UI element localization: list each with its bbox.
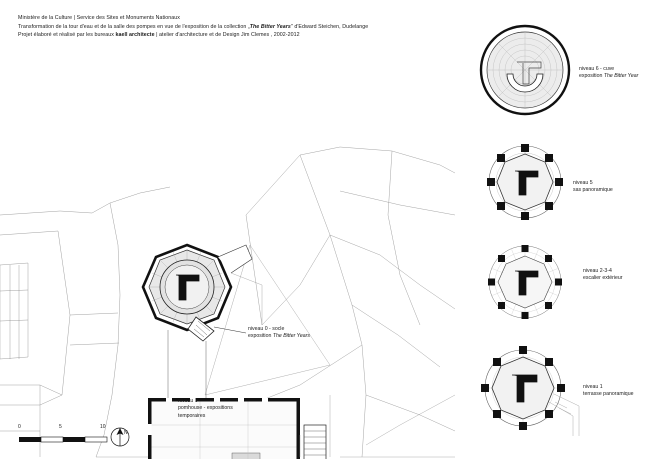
- key-plan-cuve-label: [579, 66, 638, 81]
- key-plan-sas-label: [573, 180, 613, 195]
- key-plan-escalier-graphic: [483, 240, 567, 324]
- key-plan-cuve: [477, 22, 639, 123]
- tower-label: [248, 326, 310, 341]
- key-plan-sas-graphic: [483, 140, 567, 224]
- north-arrow-label: N: [124, 430, 128, 436]
- key-plan-cuve-graphic: [477, 22, 573, 118]
- pump-house-plan: [148, 330, 326, 459]
- pumphouse-label: [178, 398, 233, 420]
- water-tower-plan: [143, 245, 262, 341]
- key-plans-column: [455, 0, 650, 459]
- key-plan-cuve-line-2-a: exposition: [579, 73, 604, 80]
- key-plan-sas: [483, 140, 613, 229]
- north-arrow-graphic: [108, 424, 134, 450]
- header-line-2: [18, 23, 448, 32]
- key-plan-escalier-line-2: escalier extérieur: [583, 275, 623, 282]
- key-plan-escalier: [483, 240, 623, 329]
- tower-label-line-1: niveau 0 - socle: [248, 326, 285, 332]
- header-line-3-c: | atelier d'architecture et de Design Jim Clemes , 2002-2012: [154, 32, 300, 39]
- scale-tick-2: 10: [100, 424, 106, 430]
- key-plan-terrasse-graphic: [475, 340, 585, 440]
- header-line-2-b: The Bitter Years: [249, 23, 291, 30]
- key-plan-terrasse-label: [583, 384, 633, 399]
- key-plan-terrasse: [475, 340, 634, 445]
- header-line-1-text: Ministère de la Culture | Service des Sites et Monuments Nationaux: [18, 15, 180, 21]
- pumphouse-label-line-1: niveau 0: [178, 398, 198, 404]
- north-arrow: [108, 424, 134, 455]
- key-plan-terrasse-line-1: niveau 1: [583, 384, 603, 390]
- header-line-3: [18, 31, 448, 40]
- pumphouse-label-line-3: temporaires: [178, 412, 206, 419]
- header-line-3-b: kaell architecte: [115, 32, 155, 39]
- key-plan-sas-line-2: sas panoramique: [573, 187, 613, 194]
- sheet-header: [18, 14, 448, 40]
- header-line-2-c: " d'Edward Steichen, Dudelange: [290, 23, 369, 30]
- header-line-2-a: Transformation de la tour d'eau et de la salle des pompes en vue de l'exposition de la collection „: [18, 23, 250, 30]
- scale-tick-1: 5: [59, 424, 62, 430]
- key-plan-sas-line-1: niveau 5: [573, 180, 593, 186]
- scale-bar-ticks: [18, 424, 118, 432]
- key-plan-escalier-label: [583, 268, 623, 283]
- header-line-3-a: Projet élaboré et réalisé par les bureaux: [18, 32, 116, 39]
- key-plan-escalier-line-1: niveau 2-3-4: [583, 268, 612, 274]
- key-plan-cuve-line-2-b: The Bitter Year: [603, 73, 639, 80]
- key-plan-cuve-line-1: niveau 6 - cuve: [579, 66, 615, 72]
- site-plan: [0, 95, 455, 459]
- header-line-1: [18, 14, 448, 23]
- scale-bar-graphic: [18, 436, 118, 445]
- tower-label-line-2-b: The Bitter Years: [272, 333, 310, 340]
- scale-bar: [18, 424, 118, 450]
- scale-tick-0: 0: [18, 424, 21, 430]
- key-plan-terrasse-line-2: terrasse panoramique: [583, 391, 634, 398]
- pumphouse-label-line-2: pomhouse - expositions: [178, 405, 233, 412]
- tower-label-line-2-a: exposition: [248, 333, 273, 340]
